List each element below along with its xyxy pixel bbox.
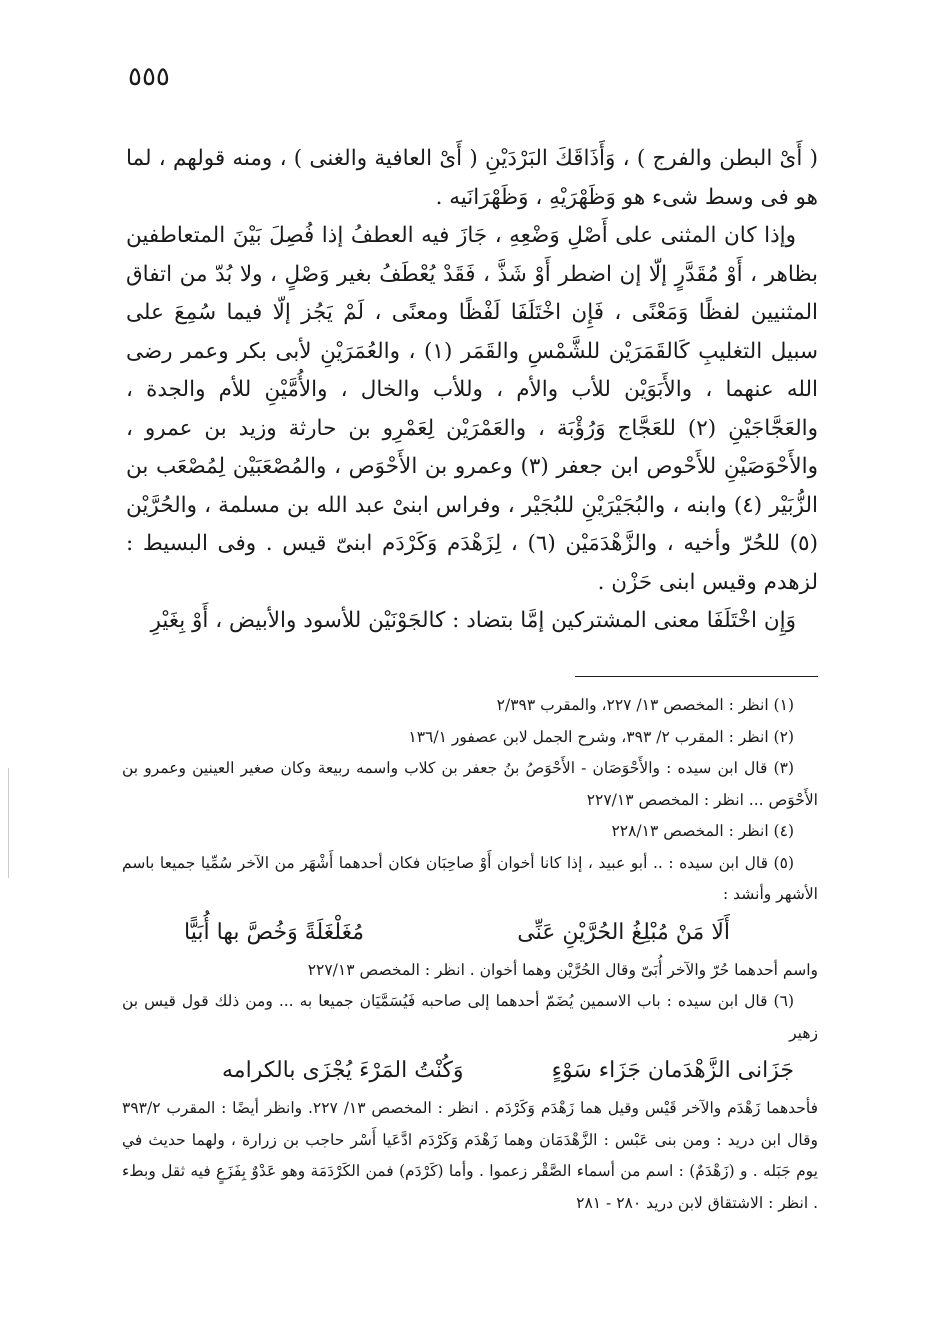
- paragraph-1: ( أَىْ البطن والفرج ) ، وَأَذَاقَكَ البَرْدَيْنِ ( أَىْ العافية والغنى ) ، ومنه قولهم ، لما هو فى وسط شىء هو وَظَهْرَيْهِ ، وَظَهْرَانَيه .: [126, 146, 818, 210]
- footnote-2: (٢) انظر : المقرب ٢/ ٣٩٣، وشرح الجمل لابن عصفور ١٣٦/١: [408, 727, 794, 746]
- footnote-5-continuation: واسم أحدهما حُرّ والآخر أُبَىّ وقال الحُرَّيْن وهما أخوان . انظر : المخصص ٢٢٧/١٣: [307, 960, 818, 979]
- page-number: ٥٥٥: [128, 62, 170, 92]
- footnote-3: (٣) قال ابن سيده : والأَحْوَصَان - الأَحْوَصُ بنُ جعفر بن كلاب واسمه ربيعة وكان صغير العينين وعمرو بن الأَحْوَص ... انظر : المخصص ٢٢٧/١٣: [122, 759, 818, 809]
- paragraph-2: وإذا كان المثنى على أَصْلِ وَضْعِهِ ، جَازَ فيه العطفُ إذا فُصِلَ بَيْنَ المتعاطفين بظاهر ، أَوْ مُقَدَّرٍ إلّا إن اضطر أَوْ شَذَّ ، فَقَدْ يُعْطَفُ بغير وَصْلٍ ، ولا بُدّ من اتفاق المثنيين لفظًا وَمَعْنًى ، فَإِن اخْتَلَفَا لَفْظًا ومعنًى ، لَمْ يَجُز إلّا فيما سُمِعَ على سبيل التغليبِ كَالقَمَرَيْن للشَّمْسِ والقَمَر (١) ، والعُمَرَيْنِ لأبى بكر وعمر رضى الله عنهما ، والأَبَوَيْن للأب والأم ، وللأب والخال ، والأُمَّيْنِ للأم والجدة ، والعَجَّاجَيْنِ (٢) للعَجَّاج وَرُؤْبَة ، والعَمْرَيْن لِعَمْرِو بن حارثة وزيد بن عمرو ، والأَحْوَصَيْنِ للأَحْوص ابن جعفر (٣) وعمرو بن الأَحْوَص ، والمُصْعَبَيْن لِمُصْعَب بن الزُّبَيْر (٤) وابنه ، والبُجَيْرَيْنِ للبُجَيْر ، وفراس ابنىْ عبد الله بن مسلمة ، والحُرَّيْن (٥) للحُرّ وأخيه ، والزَّهْدَمَيْن (٦) ، لِزَهْدَم وَكَرْدَم ابنىّ قيس . وفى البسيط : لزهدم وقيس ابنى حَزْن .: [126, 223, 818, 595]
- verse-line: [122, 911, 818, 955]
- main-text: [126, 140, 818, 641]
- footnote-6: (٦) قال ابن سيده : باب الاسمين يُضَمّ أحدهما إلى صاحبه فَيُسَمَّيَان جميعا به ... ومن ذلك قول قيس بن زهير: [122, 992, 818, 1042]
- footnote-divider: [575, 676, 818, 677]
- scan-edge-mark: [8, 768, 9, 878]
- verse-hemistich-first: أَلَا مَنْ مُبْلِغُ الحُرَّيْنِ عَنِّى: [517, 919, 730, 945]
- footnote-6-continuation: فأحدهما زَهْدَم والآخر قَيْس وقيل هما زَهْدَم وَكَرْدَم . انظر : المخصص ١٣/ ٢٢٧. وانظر أيضًا : المقرب ٣٩٣/٢ وقال ابن دريد : ومن بنى عَبْس : الزَّهْدَمَان وهما زَهْدَم وَكَرْدَم ادَّعَيا أَسْر حاجب بن زرارة ، ولهما حديث في يوم جَبَله . و (زَهْدَمٌ) : اسم من أسماء الصَّقْر زعموا . وأما (كَرْدَم) فمن الكَرْدَمَة وهو عَدْوٌ بِفَزَعٍ فيه ثقل وبطء . انظر : الاشتقاق لابن دريد ٢٨٠ - ٢٨١: [122, 1099, 818, 1212]
- verse-line: [122, 1049, 818, 1093]
- footnotes: [122, 690, 818, 1219]
- verse-hemistich-first: جَزَانى الزَّهْدَمان جَزَاء سَوْءٍ: [551, 1058, 794, 1083]
- footnote-5: (٥) قال ابن سيده : .. أبو عبيد ، إذا كانا أخوان أَوْ صاحِبَان فكان أحدهما أَشْهَر من الآخر سُمِّيا جميعا باسم الأشهر وأنشد :: [122, 853, 818, 903]
- verse-hemistich-second: وَكُنْتُ المَرْءَ يُجْزَى بالكرامه: [222, 1058, 464, 1083]
- paragraph-3: وَإِن اخْتَلَفَا معنى المشتركين إمَّا بتضاد : كالجَوْنَيْن للأسود والأبيض ، أَوْ بِغَيْرِ: [150, 608, 796, 633]
- verse-hemistich-second: مُغَلْغَلَةً وَخُصَّ بها أُبَيًّا: [184, 919, 365, 945]
- footnote-1: (١) انظر : المخصص ١٣/ ٢٢٧، والمقرب ٢/٣٩٣: [496, 696, 794, 714]
- footnote-4: (٤) انظر : المخصص ٢٢٨/١٣: [611, 822, 794, 840]
